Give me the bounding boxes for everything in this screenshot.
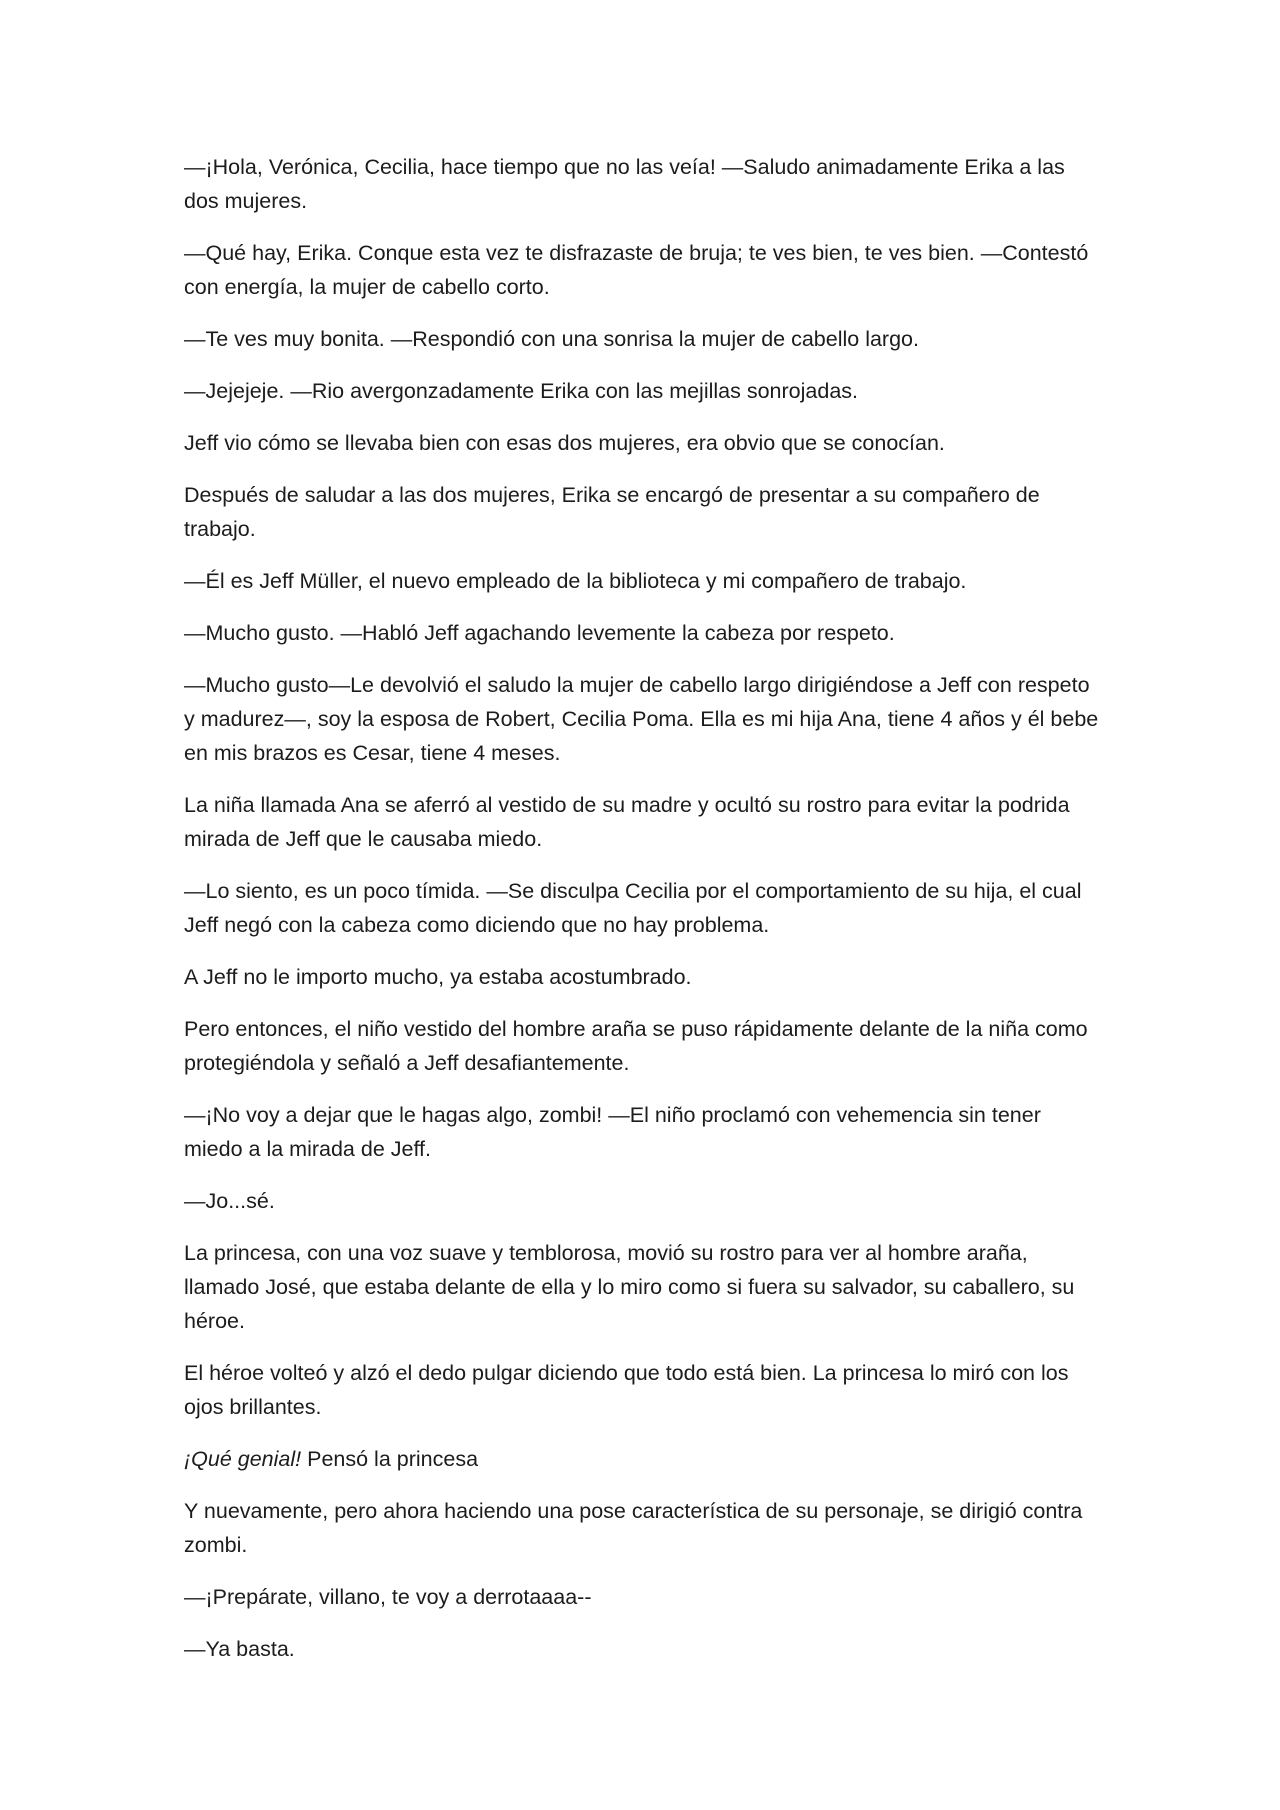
paragraph: —Mucho gusto. —Habló Jeff agachando levemente la cabeza por respeto. [184, 621, 895, 645]
paragraph: La princesa, con una voz suave y temblorosa, movió su rostro para ver al hombre araña, llamado José, que estaba delante de ella y lo miro como si fuera su salvador, su caballero, su héroe. [184, 1241, 1075, 1333]
document-page [184, 150, 1104, 1684]
paragraph: —Jejejeje. —Rio avergonzadamente Erika con las mejillas sonrojadas. [184, 379, 858, 403]
paragraph: El héroe volteó y alzó el dedo pulgar diciendo que todo está bien. La princesa lo miró con los ojos brillantes. [184, 1361, 1069, 1419]
paragraph: —Mucho gusto—Le devolvió el saludo la mujer de cabello largo dirigiéndose a Jeff con respeto y madurez—, soy la esposa de Robert, Cecilia Poma. Ella es mi hija Ana, tiene 4 años y él bebe en mis brazos es Cesar, tiene 4 meses. [184, 673, 1099, 765]
paragraph: —Te ves muy bonita. —Respondió con una sonrisa la mujer de cabello largo. [184, 327, 919, 351]
paragraph [184, 1442, 1104, 1476]
paragraph: —¡Prepárate, villano, te voy a derrotaaaa-- [184, 1585, 592, 1609]
paragraph: —Jo...sé. [184, 1189, 275, 1213]
paragraph: —Qué hay, Erika. Conque esta vez te disfrazaste de bruja; te ves bien, te ves bien. —Contestó con energía, la mujer de cabello corto. [184, 241, 1089, 299]
paragraph: Y nuevamente, pero ahora haciendo una pose característica de su personaje, se dirigió contra zombi. [184, 1499, 1083, 1557]
paragraph: A Jeff no le importo mucho, ya estaba acostumbrado. [184, 965, 692, 989]
paragraph: Pero entonces, el niño vestido del hombre araña se puso rápidamente delante de la niña como protegiéndola y señaló a Jeff desafiantemente. [184, 1017, 1088, 1075]
paragraph: —¡No voy a dejar que le hagas algo, zombi! —El niño proclamó con vehemencia sin tener miedo a la mirada de Jeff. [184, 1103, 1041, 1161]
paragraph-text: Pensó la princesa [301, 1447, 479, 1471]
paragraph: La niña llamada Ana se aferró al vestido de su madre y ocultó su rostro para evitar la podrida mirada de Jeff que le causaba miedo. [184, 793, 1070, 851]
paragraph: —¡Hola, Verónica, Cecilia, hace tiempo que no las veía! —Saludo animadamente Erika a las dos mujeres. [184, 155, 1065, 213]
italic-thought: ¡Qué genial! [184, 1447, 302, 1471]
paragraph: —Él es Jeff Müller, el nuevo empleado de la biblioteca y mi compañero de trabajo. [184, 569, 967, 593]
paragraph: Jeff vio cómo se llevaba bien con esas dos mujeres, era obvio que se conocían. [184, 431, 945, 455]
paragraph: Después de saludar a las dos mujeres, Erika se encargó de presentar a su compañero de trabajo. [184, 483, 1040, 541]
paragraph: —Lo siento, es un poco tímida. —Se disculpa Cecilia por el comportamiento de su hija, el cual Jeff negó con la cabeza como diciendo que no hay problema. [184, 879, 1082, 937]
paragraph: —Ya basta. [184, 1637, 295, 1661]
